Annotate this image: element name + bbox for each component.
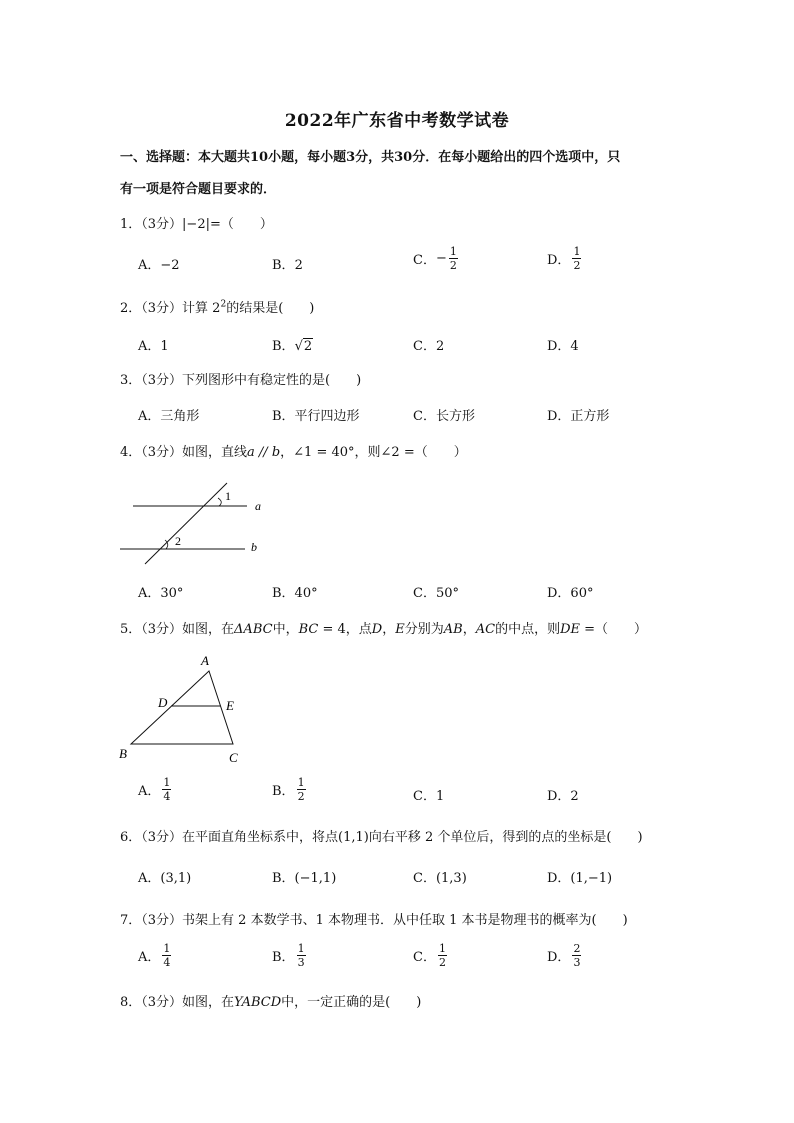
- q5-stem-part6: ，: [462, 622, 476, 637]
- q8-stem-parallelogram: YABCD: [234, 995, 282, 1010]
- section-heading-line1: 一、选择题：本大题共10小题，每小题3分，共30分．在每小题给出的四个选项中，只: [120, 150, 621, 165]
- point-e-label: E: [226, 698, 234, 713]
- q7-c-numerator: 1: [438, 942, 446, 955]
- q5-option-b-fraction: [297, 777, 306, 802]
- q5-stem-part4: ，: [382, 622, 396, 637]
- q3-option-d[interactable]: D．正方形: [547, 409, 610, 424]
- q1-option-c-sign: −: [435, 251, 447, 266]
- line-a-label: a: [255, 499, 261, 513]
- q2-option-c[interactable]: C．2: [413, 339, 445, 354]
- q5-stem-triangle: ΔABC: [234, 622, 273, 637]
- q7-option-b[interactable]: [272, 943, 306, 968]
- q6-option-c[interactable]: C．(1,3): [413, 871, 467, 886]
- q7-option-b-fraction: [297, 943, 306, 968]
- line-b-label: b: [251, 540, 257, 554]
- q7-option-b-label: B．: [272, 950, 295, 965]
- question-4-stem: [120, 441, 467, 460]
- q5-a-denominator: 4: [163, 790, 171, 803]
- question-5-stem: [120, 618, 647, 637]
- q5-stem-part1: 5．（3分）如图，在: [120, 622, 235, 637]
- q5-stem-e: E: [395, 622, 405, 637]
- q3-option-a[interactable]: A．三角形: [138, 409, 200, 424]
- q1-option-a-value: −2: [160, 258, 180, 273]
- q7-c-denominator: 2: [438, 956, 446, 969]
- q5-stem-part8: =（ ）: [580, 622, 648, 637]
- q2-option-b-label: B．: [272, 339, 295, 354]
- q1-option-d-fraction: [572, 246, 581, 271]
- q1-option-d[interactable]: [547, 246, 581, 271]
- q2-option-a[interactable]: A．1: [138, 339, 169, 354]
- q7-a-denominator: 4: [163, 956, 171, 969]
- q2-stem-pre: 2．（3分）计算 2: [120, 301, 221, 316]
- q7-option-a[interactable]: [138, 943, 171, 968]
- q7-a-numerator: 1: [163, 942, 171, 955]
- triangle-abc: [131, 671, 233, 744]
- q1-d-denominator: 2: [573, 259, 581, 272]
- q4-option-a[interactable]: A．30°: [138, 586, 184, 601]
- question-6-stem: 6．（3分）在平面直角坐标系中，将点(1,1)向右平移 2 个单位后，得到的点的坐标是( ): [120, 830, 643, 845]
- q5-option-c[interactable]: C．1: [413, 789, 445, 804]
- q7-option-d-fraction: [572, 943, 581, 968]
- q4-option-d[interactable]: D．60°: [547, 586, 594, 601]
- q5-option-a[interactable]: [138, 777, 171, 802]
- q7-option-d-label: D．: [547, 950, 571, 965]
- q1-option-c-label: C．: [413, 253, 436, 268]
- q7-b-denominator: 3: [297, 956, 305, 969]
- q6-option-d[interactable]: D．(1,−1): [547, 871, 613, 886]
- q2-option-d[interactable]: D．4: [547, 339, 579, 354]
- q1-option-d-label: D．: [547, 253, 571, 268]
- section-heading-line2: 有一项是符合题目要求的．: [120, 182, 277, 197]
- q1-c-numerator: 1: [449, 245, 457, 258]
- q4-stem-mid: ，∠1 = 40°，则∠2 =（ ）: [280, 445, 467, 460]
- vertex-c-label: C: [229, 750, 238, 765]
- vertex-a-label: A: [201, 653, 209, 668]
- q1-option-a[interactable]: [138, 254, 180, 273]
- q1-option-b-label: B．: [272, 258, 295, 273]
- question-7-stem: 7．（3分）书架上有 2 本数学书、1 本物理书．从中任取 1 本书是物理书的概率为( ): [120, 913, 628, 928]
- q6-option-b[interactable]: B．(−1,1): [272, 871, 337, 886]
- q1-option-b[interactable]: [272, 254, 303, 273]
- question-2-stem: [120, 297, 314, 316]
- question-1-stem: 1．（3分）|−2|=（ ）: [120, 217, 273, 232]
- q2-option-b[interactable]: B．√2: [272, 339, 313, 354]
- q7-d-numerator: 2: [573, 942, 581, 955]
- q4-option-b[interactable]: B．40°: [272, 586, 318, 601]
- q5-stem-part3: = 4，点: [318, 622, 372, 637]
- q1-d-numerator: 1: [573, 245, 581, 258]
- point-d-label: D: [158, 695, 168, 710]
- q5-stem-ac: AC: [475, 622, 496, 637]
- q1-option-b-value: 2: [294, 258, 303, 273]
- q8-stem-pre: 8．（3分）如图，在: [120, 995, 235, 1010]
- q5-stem-bc: BC: [298, 622, 319, 637]
- q8-stem-post: 中，一定正确的是( ): [281, 995, 422, 1010]
- q7-option-c-label: C．: [413, 950, 436, 965]
- q5-a-numerator: 1: [163, 776, 171, 789]
- q5-option-d[interactable]: D．2: [547, 789, 579, 804]
- q5-option-a-label: A．: [138, 784, 161, 799]
- q5-figure-triangle: [115, 650, 255, 770]
- transversal: [145, 483, 227, 564]
- q4-option-c[interactable]: C．50°: [413, 586, 459, 601]
- angle-1-label: 1: [225, 489, 231, 503]
- q3-option-b[interactable]: B．平行四边形: [272, 409, 360, 424]
- angle-2-label: 2: [175, 534, 181, 548]
- q7-d-denominator: 3: [573, 956, 581, 969]
- q1-option-c[interactable]: [413, 246, 458, 271]
- q5-stem-part5: 分别为: [404, 622, 444, 637]
- q5-option-b-label: B．: [272, 784, 295, 799]
- q5-b-numerator: 1: [297, 776, 305, 789]
- page-title: 2022年广东省中考数学试卷: [284, 111, 510, 131]
- q5-stem-ab: AB: [443, 622, 463, 637]
- q1-option-a-label: A．: [138, 258, 161, 273]
- q5-stem-d: D: [371, 622, 383, 637]
- q7-b-numerator: 1: [297, 942, 305, 955]
- vertex-b-label: B: [119, 746, 127, 761]
- q5-stem-part7: 的中点，则: [495, 622, 561, 637]
- q2-option-b-radicand: 2: [303, 339, 313, 354]
- q7-option-a-label: A．: [138, 950, 161, 965]
- angle-1-arc: [218, 498, 221, 506]
- q7-option-d[interactable]: [547, 943, 581, 968]
- q1-option-c-fraction: [449, 246, 458, 271]
- q2-stem-exponent: 2: [220, 299, 227, 310]
- q5-stem-part2: 中，: [272, 622, 299, 637]
- q7-option-a-fraction: [162, 943, 171, 968]
- question-3-stem: 3．（3分）下列图形中有稳定性的是( ): [120, 373, 362, 388]
- q4-stem-pre: 4．（3分）如图，直线: [120, 445, 248, 460]
- q1-c-denominator: 2: [449, 259, 457, 272]
- q4-stem-parallel: a // b: [247, 445, 281, 460]
- q2-stem-post: 的结果是( ): [226, 301, 315, 316]
- q6-option-a[interactable]: A．(3,1): [138, 871, 192, 886]
- q5-stem-de: DE: [560, 622, 580, 637]
- q4-figure-parallel-lines: [115, 478, 275, 568]
- q5-b-denominator: 2: [297, 790, 305, 803]
- q3-option-c[interactable]: C．长方形: [413, 409, 475, 424]
- q7-option-c[interactable]: [413, 943, 447, 968]
- q5-option-a-fraction: [162, 777, 171, 802]
- q7-option-c-fraction: [438, 943, 447, 968]
- q5-option-b[interactable]: [272, 777, 306, 802]
- question-8-stem: [120, 991, 421, 1010]
